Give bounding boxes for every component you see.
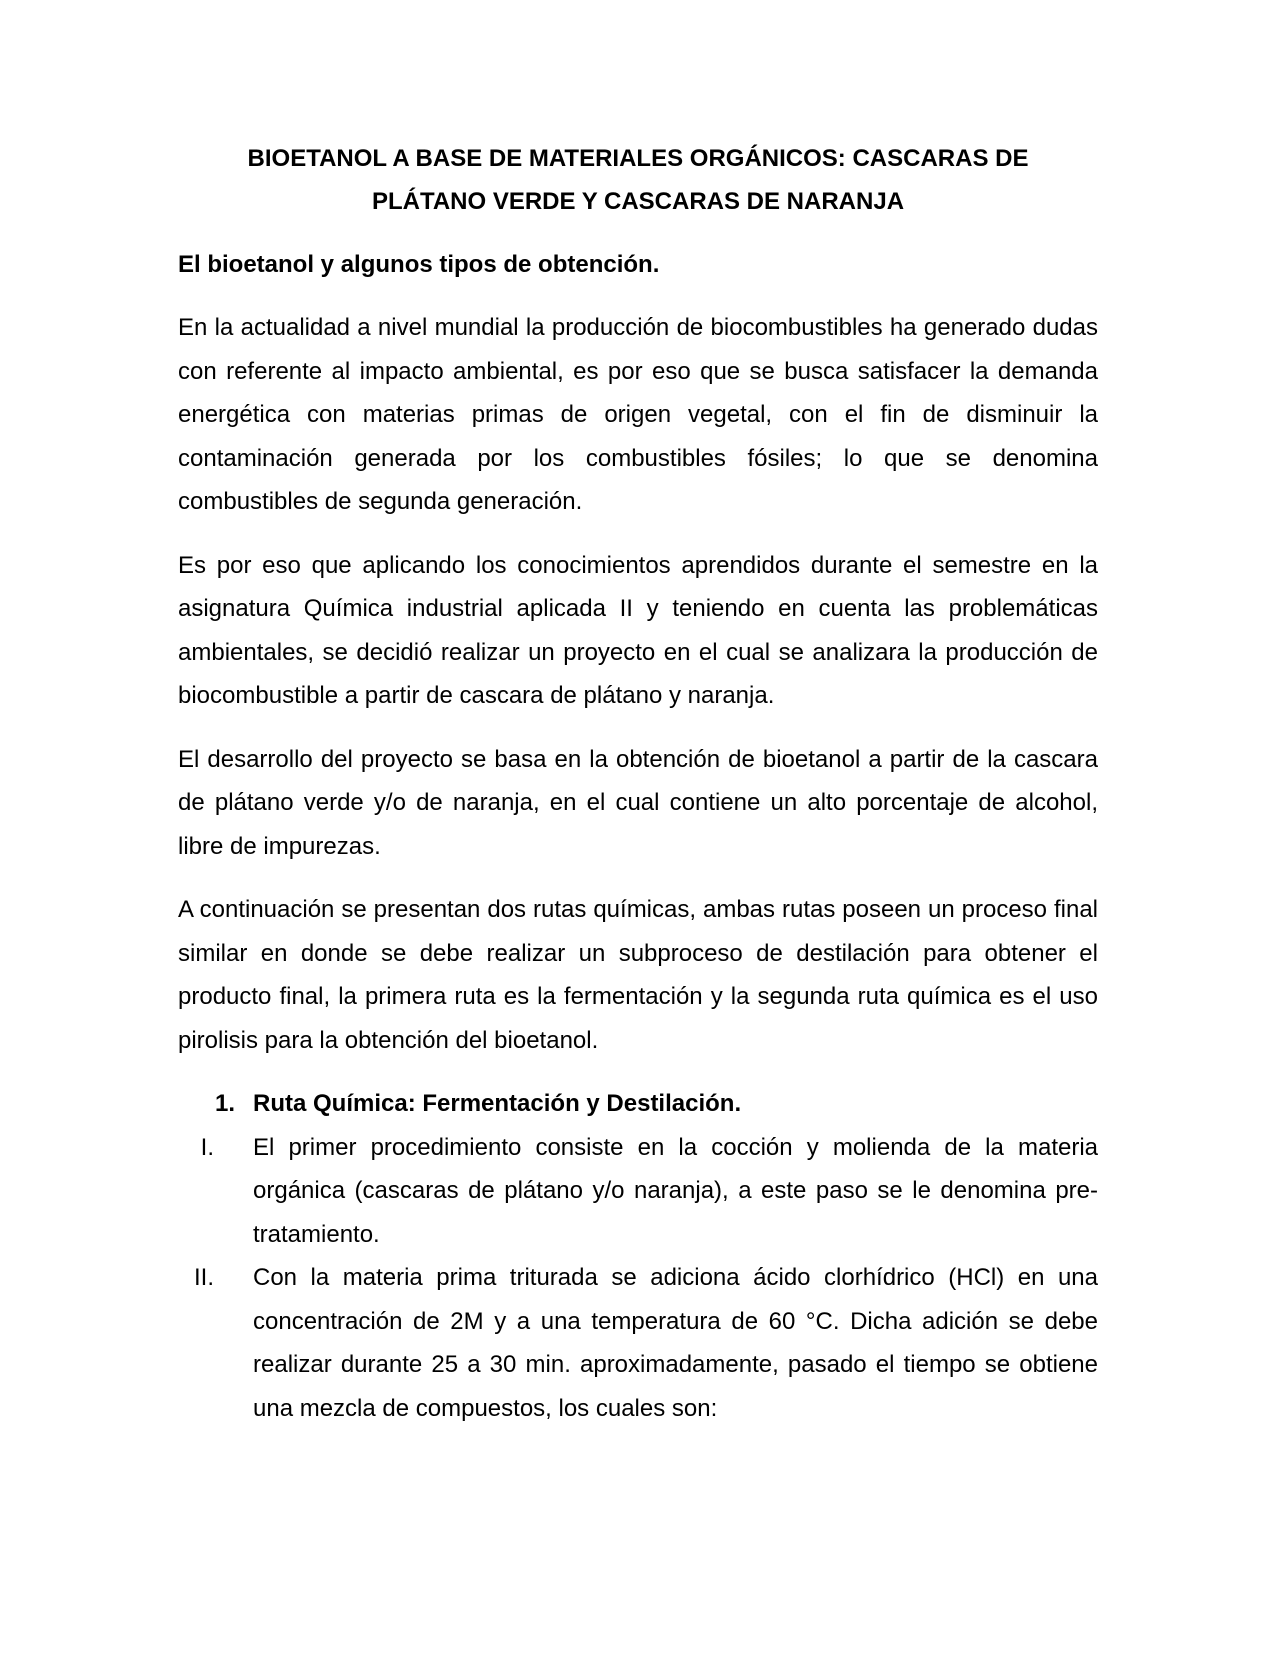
roman-numeral: II. [193, 1264, 214, 1291]
document-body [178, 137, 1098, 1430]
numbered-list-item [178, 1082, 1098, 1126]
document-title-line-1: BIOETANOL A BASE DE MATERIALES ORGÁNICOS: CASCARAS DE [247, 145, 1029, 172]
list-number: 1. [215, 1090, 236, 1117]
document-title-line-2: PLÁTANO VERDE Y CASCARAS DE NARANJA [371, 188, 905, 215]
roman-list-item [178, 1126, 1098, 1257]
paragraph-project-basis: El desarrollo del proyecto se basa en la obtención de bioetanol a partir de la cascara de plátano verde y/o de naranja, en el cual contiene un alto porcentaje de alcohol, libre de impurezas. [178, 745, 1098, 860]
roman-list-item [178, 1256, 1098, 1430]
roman-list-item-text: Con la materia prima triturada se adiciona ácido clorhídrico (HCl) en una concentración de 2M y a una temperatura de 60 °C. Dicha adición se debe realizar durante 25 a 30 min. aproximadamente, pasado el tiempo se obtiene una mezcla de compuestos, los cuales son: [253, 1264, 1098, 1422]
roman-list-item-text: El primer procedimiento consiste en la cocción y molienda de la materia orgánica (cascaras de plátano y/o naranja), a este paso se le denomina pre-tratamiento. [253, 1133, 1098, 1248]
paragraph-intro: En la actualidad a nivel mundial la producción de biocombustibles ha generado dudas con referente al impacto ambiental, es por eso que se busca satisfacer la demanda energética con materias primas de origen vegetal, con el fin de disminuir la contaminación generada por los combustibles fósiles; lo que se denomina combustibles de segunda generación. [178, 314, 1098, 515]
document-title [178, 137, 1098, 223]
paragraph-motivation: Es por eso que aplicando los conocimientos aprendidos durante el semestre en la asignatura Química industrial aplicada II y teniendo en cuenta las problemáticas ambientales, se decidió realizar un proyecto en el cual se analizara la producción de biocombustible a partir de cascara de plátano y naranja. [178, 551, 1098, 709]
roman-numeral: I. [200, 1133, 214, 1161]
section-heading: El bioetanol y algunos tipos de obtención. [178, 251, 660, 278]
paragraph-routes: A continuación se presentan dos rutas químicas, ambas rutas poseen un proceso final similar en donde se debe realizar un subproceso de destilación para obtener el producto final, la primera ruta es la fermentación y la segunda ruta química es el uso pirolisis para la obtención del bioetanol. [178, 896, 1098, 1054]
list-item-label: Ruta Química: Fermentación y Destilación. [253, 1090, 742, 1117]
